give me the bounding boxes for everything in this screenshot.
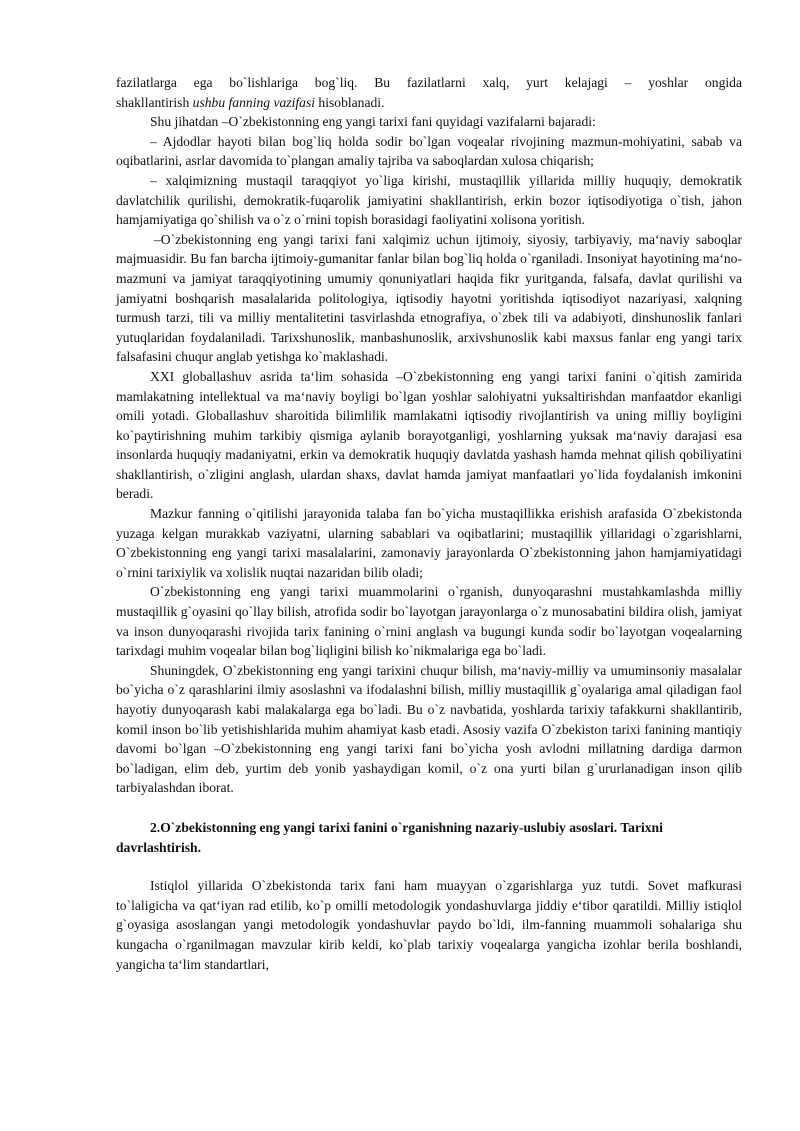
paragraph-intro <box>116 73 742 112</box>
document-page <box>116 73 742 974</box>
italic-phrase: ushbu fanning vazifasi <box>192 94 316 110</box>
paragraph-independence-years: Istiqlol yillarida O`zbekistonda tarix fani ham muayyan o`zgarishlarga yuz tutdi. Sovet mafkurasi to`laligicha va qat‘iyan rad etilib, ko`p omilli metodologik yondashuvlarga jiddiy e‘tibor qaratildi. Milliy istiqlol g`oyasiga asoslangan yangi metodologik yondashuvlar paydo bo`ldi, ilm-fanning muammoli sohalariga shu kungacha o`rganilmagan mavzular kirib keldi, ko`plab tarixiy voqealarga yangicha izohlar berila boshlandi, yangicha ta‘lim standartlari, <box>116 878 742 972</box>
paragraph-line: hisoblanadi. <box>315 94 385 110</box>
paragraph-task-1: – Ajdodlar hayoti bilan bog`liq holda sodir bo`lgan voqealar rivojining mazmun-mohiyatini, sabab va oqibatlarini, asrlar davomida to`plangan amaliy tajriba va saboqlardan xulosa chiqarish; <box>116 133 742 169</box>
paragraph-line: fazilatlarga ega bo`lishlariga bog`liq. Bu fazilatlarni xalq, yurt kelajagi – yoshlar ongida <box>116 75 742 90</box>
paragraph-student-learning: Mazkur fanning o`qitilishi jarayonida talaba fan bo`yicha mustaqillikka erishish arafasida O`zbekistonda yuzaga kelgan murakkab vaziyatni, ularning sabablari va oqibatlarini; mustaqillik yillaridagi o`zgarishlarni, O`zbekistonning eng yangi tarixi masalalarini, zamonaviy jarayonlarda O`zbekistonning jahon hamjamiyatidagi o`rnini tarixiylik va xolislik nuqtai nazaridan bilib oladi; <box>116 506 742 580</box>
paragraph-subject-links: –O`zbekistonning eng yangi tarixi fani xalqimiz uchun ijtimoiy, siyosiy, tarbiyaviy, ma‘naviy saboqlar majmuasidir. Bu fan barcha ijtimoiy-gumanitar fanlar bilan bog`liq holda o`rganiladi. Insoniyat hayotining ma‘no-mazmuni va jamiyat taraqqiyotining umumiy qonuniyatlari haqida fikr yuritganda, falsafa, davlat qurilishi va jamiyatni boshqarish masalalarida politologiya, iqtisodiy hayotni yoritishda iqtisodiyot nazariyasi, xalqning turmush tarzi, tili va milliy mentalitetini tasvirlashda etnografiya, o`zbek tili va adabiyoti, dinshunoslik fanlari yutuqlaridan foydalaniladi. Tarixshunoslik, manbashunoslik, arxivshunoslik kabi maxsus fanlar eng yangi tarix falsafasini chuqur anglab yetishga ko`maklashadi. <box>116 231 742 365</box>
paragraph-task-2: – xalqimizning mustaqil taraqqiyot yo`liga kirishi, mustaqillik yillarida milliy huquqiy, demokratik davlatchilik qurilishi, demokratik-fuqarolik jamiyatini shakllantirish, erkin bozor iqtisodiyotiga o`tish, jahon hamjamiyatiga qo`shilish va o`z o`rnini topish borasidagi faoliyatini xolisona yoritish. <box>116 172 742 228</box>
paragraph-globalization: XXI globallashuv asrida ta‘lim sohasida –O`zbekistonning eng yangi tarixi fanini o`qitish zamirida mamlakatning intellektual va ma‘naviy boyligi bo`lgan yoshlar salohiyatni yuksaltirishdan manfaatdor ekanligi omili yotadi. Globallashuv sharoitida bilimlilik mamlakatni iqtisodiy rivojlantirish va uning milliy boyligini ko`paytirishning muhim tarkibiy qismiga aylanib borayotganligi, yoshlarning yuksak ma‘naviy darajasi esa insonlarda huquqiy madaniyatni, erkin va demokratik huquqiy davlatda yashash hamda mehnat qilish qobiliyatini shakllantirish, o`zligini anglash, ulardan shaxs, davlat hamda jamiyat manfaatlari yo`lida foydalanish imkonini beradi. <box>116 368 742 502</box>
paragraph-line: shakllantirish <box>116 94 193 110</box>
paragraph-conclusion: Shuningdek, O`zbekistonning eng yangi tarixini chuqur bilish, ma‘naviy-milliy va umuminsoniy masalalar bo`yicha o`z qarashlarini ilmiy asoslashni va ifodalashni bilish, milliy mustaqillik g`oyalariga amal qiladigan faol hayotiy dunyoqarash kabi malakalarga ega bo`ladi. Bu o`z navbatida, yoshlarda tarixiy tafakkurni shakllantirib, komil inson bo`lib yetishishlarida muhim ahamiyat kasb etadi. Asosiy vazifa O`zbekiston tarixi fanining mantiqiy davomi bo`lgan –O`zbekistonning eng yangi tarixi fani bo`yicha yosh avlodni millatning dardiga darmon bo`ladigan, elim deb, yurtim deb yonib yashaydigan komil, o`z ona yurti bilan g`ururlanadigan inson qilib tarbiyalashdan iborat. <box>116 662 742 796</box>
paragraph-tasks-intro: Shu jihatdan –O`zbekistonning eng yangi tarixi fani quyidagi vazifalarni bajaradi: <box>150 114 596 130</box>
section-heading: 2.O`zbekistonning eng yangi tarixi fanini o`rganishning nazariy-uslubiy asoslari. Tarixni davrlashtirish. <box>116 819 663 855</box>
spacer <box>116 857 742 876</box>
paragraph-skills: O`zbekistonning eng yangi tarixi muammolarini o`rganish, dunyoqarashni mustahkamlashda milliy mustaqillik g`oyasini qo`llay bilish, atrofida sodir bo`layotgan jarayonlarga o`z munosabatini bildira olish, jamiyat va inson dunyoqarashi rivojida tarix fanining o`rnini anglash va bugungi kunda sodir bo`layotgan voqealarning tarixdagi muhim voqealar bilan bog`liqligini bilish ko`nikmalariga ega bo`ladi. <box>116 584 742 659</box>
